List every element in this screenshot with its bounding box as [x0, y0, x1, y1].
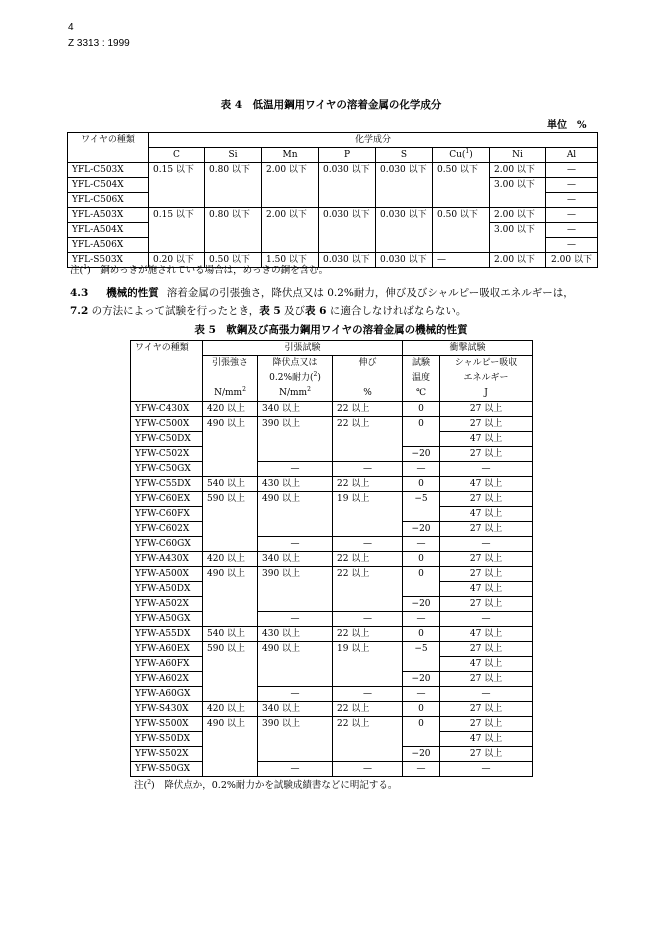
table-row — [131, 612, 533, 627]
value-cell — [333, 732, 403, 747]
value-cell — [149, 223, 205, 238]
value-cell: 47 以上 — [440, 732, 533, 747]
value-cell: 22 以上 — [333, 402, 403, 417]
wire-type-cell: YFW-C430X — [131, 402, 203, 417]
value-cell: 430 以上 — [258, 627, 333, 642]
table-row — [131, 627, 533, 642]
wire-type-cell: YFW-C60FX — [131, 507, 203, 522]
t5-header-el: 伸び % — [333, 356, 403, 402]
wire-type-cell: YFL-C504X — [68, 178, 149, 193]
value-cell: — — [333, 537, 403, 552]
value-cell: 27 以上 — [440, 402, 533, 417]
table4-title: 表 4 低温用鋼用ワイヤの溶着金属の化学成分 — [220, 99, 442, 111]
value-cell: — — [333, 462, 403, 477]
value-cell: 1.50 以下 — [262, 253, 319, 268]
wire-type-cell: YFW-C60EX — [131, 492, 203, 507]
value-cell: −20 — [403, 747, 440, 762]
value-cell — [319, 238, 376, 253]
value-cell — [333, 507, 403, 522]
value-cell — [258, 672, 333, 687]
value-cell: 27 以上 — [440, 552, 533, 567]
value-cell: 340 以上 — [258, 552, 333, 567]
value-cell — [376, 238, 433, 253]
value-cell: 0.030 以下 — [319, 208, 376, 223]
value-cell: 490 以上 — [258, 642, 333, 657]
value-cell: — — [333, 687, 403, 702]
value-cell: −5 — [403, 642, 440, 657]
wire-type-cell: YFW-C60GX — [131, 537, 203, 552]
t5-header-ys: 降伏点又は 0.2%耐力($^2$) $N/mm^2$ — [258, 356, 333, 402]
value-cell — [149, 193, 205, 208]
table-row — [131, 417, 533, 432]
value-cell — [203, 522, 258, 537]
value-cell: 27 以上 — [440, 702, 533, 717]
value-cell — [258, 432, 333, 447]
value-cell: 22 以上 — [333, 567, 403, 582]
value-cell — [205, 193, 262, 208]
table-row — [131, 732, 533, 747]
wire-type-cell: YFW-A50DX — [131, 582, 203, 597]
value-cell: 2.00 以下 — [490, 208, 546, 223]
wire-type-cell: YFW-S430X — [131, 702, 203, 717]
value-cell: 590 以上 — [203, 492, 258, 507]
value-cell: 22 以上 — [333, 627, 403, 642]
value-cell: 490 以上 — [203, 567, 258, 582]
value-cell: 340 以上 — [258, 402, 333, 417]
value-cell: 0 — [403, 402, 440, 417]
value-cell: — — [333, 762, 403, 777]
value-cell — [319, 193, 376, 208]
table5-title: 表 5 軟鋼及び高張力鋼用ワイヤの溶着金属の機械的性質 — [194, 324, 468, 336]
value-cell — [262, 193, 319, 208]
value-cell — [319, 223, 376, 238]
value-cell: 340 以上 — [258, 702, 333, 717]
value-cell: 490 以上 — [258, 492, 333, 507]
t4-header-chem: 化学成分 — [149, 133, 598, 148]
value-cell: 0.030 以下 — [319, 253, 376, 268]
t4-col-header: P — [319, 148, 376, 163]
value-cell: 420 以上 — [203, 552, 258, 567]
t5-header-tensile: 引張試験 — [203, 341, 403, 356]
value-cell — [333, 432, 403, 447]
t5-header-impact: 衝撃試験 — [403, 341, 533, 356]
value-cell: 3.00 以下 — [490, 178, 546, 193]
value-cell — [203, 747, 258, 762]
value-cell: 490 以上 — [203, 717, 258, 732]
value-cell — [376, 193, 433, 208]
value-cell: 2.00 以下 — [490, 253, 546, 268]
value-cell: — — [440, 537, 533, 552]
value-cell: 0.50 以下 — [205, 253, 262, 268]
value-cell: 590 以上 — [203, 642, 258, 657]
value-cell: — — [546, 208, 598, 223]
wire-type-cell: YFL-A503X — [68, 208, 149, 223]
table-row — [131, 687, 533, 702]
wire-type-cell: YFW-C502X — [131, 447, 203, 462]
value-cell: 420 以上 — [203, 402, 258, 417]
t4-col-header: Cu($^1$) — [433, 148, 490, 163]
value-cell: — — [258, 762, 333, 777]
value-cell — [203, 462, 258, 477]
value-cell: 27 以上 — [440, 642, 533, 657]
value-cell: — — [546, 223, 598, 238]
value-cell: — — [440, 612, 533, 627]
value-cell: — — [258, 612, 333, 627]
value-cell — [403, 657, 440, 672]
value-cell — [203, 597, 258, 612]
value-cell: — — [403, 762, 440, 777]
page-number: 4 — [68, 22, 74, 33]
value-cell: 22 以上 — [333, 717, 403, 732]
table-row — [131, 747, 533, 762]
table-row — [131, 477, 533, 492]
value-cell — [262, 238, 319, 253]
value-cell: 27 以上 — [440, 522, 533, 537]
wire-type-cell: YFW-A60GX — [131, 687, 203, 702]
value-cell — [333, 582, 403, 597]
wire-type-cell: YFL-C506X — [68, 193, 149, 208]
value-cell: — — [546, 238, 598, 253]
value-cell: 540 以上 — [203, 477, 258, 492]
wire-type-cell: YFW-A502X — [131, 597, 203, 612]
value-cell: 490 以上 — [203, 417, 258, 432]
value-cell: 19 以上 — [333, 642, 403, 657]
table-row — [68, 163, 598, 178]
value-cell: 0 — [403, 552, 440, 567]
value-cell: 0.80 以下 — [205, 208, 262, 223]
value-cell — [433, 193, 490, 208]
value-cell — [333, 447, 403, 462]
value-cell: 2.00 以下 — [490, 163, 546, 178]
value-cell: — — [333, 612, 403, 627]
value-cell: 3.00 以下 — [490, 223, 546, 238]
value-cell: 0.15 以下 — [149, 208, 205, 223]
wire-type-cell: YFW-C50DX — [131, 432, 203, 447]
section-line2: 7.2 の方法によって試験を行ったとき，表 5 及び表 6 に適合しなければならない。 — [70, 305, 467, 317]
table-row — [131, 447, 533, 462]
value-cell — [403, 432, 440, 447]
value-cell: 27 以上 — [440, 417, 533, 432]
value-cell — [262, 178, 319, 193]
value-cell: −20 — [403, 597, 440, 612]
t5-header-ts: 引張強さ $N/mm^2$ — [203, 356, 258, 402]
value-cell: — — [440, 462, 533, 477]
value-cell: — — [403, 687, 440, 702]
wire-type-cell: YFW-A50GX — [131, 612, 203, 627]
table-row — [131, 672, 533, 687]
t4-col-header: C — [149, 148, 205, 163]
value-cell — [262, 223, 319, 238]
value-cell: 0.80 以下 — [205, 163, 262, 178]
value-cell — [433, 178, 490, 193]
value-cell — [203, 657, 258, 672]
value-cell: — — [546, 193, 598, 208]
section-heading: 機械的性質 — [106, 287, 159, 299]
table4 — [67, 132, 598, 268]
value-cell: 27 以上 — [440, 492, 533, 507]
section-line1: 溶着金属の引張強さ，降伏点又は 0.2%耐力，伸び及びシャルピー吸収エネルギーは， — [166, 287, 574, 299]
wire-type-cell: YFW-S50GX — [131, 762, 203, 777]
value-cell: 390 以上 — [258, 567, 333, 582]
table-row — [131, 552, 533, 567]
value-cell: — — [403, 462, 440, 477]
value-cell: 0 — [403, 717, 440, 732]
table-row — [68, 178, 598, 193]
table-row — [131, 492, 533, 507]
value-cell — [203, 672, 258, 687]
value-cell — [433, 223, 490, 238]
value-cell: 22 以上 — [333, 477, 403, 492]
value-cell: −20 — [403, 522, 440, 537]
value-cell — [333, 747, 403, 762]
value-cell: −20 — [403, 447, 440, 462]
value-cell — [149, 178, 205, 193]
table-row — [68, 223, 598, 238]
table-row — [131, 657, 533, 672]
value-cell — [203, 447, 258, 462]
value-cell — [203, 432, 258, 447]
value-cell: 0.20 以下 — [149, 253, 205, 268]
value-cell: 22 以上 — [333, 702, 403, 717]
t4-col-header: Si — [205, 148, 262, 163]
value-cell — [205, 223, 262, 238]
value-cell — [203, 537, 258, 552]
value-cell: 19 以上 — [333, 492, 403, 507]
wire-type-cell: YFL-S503X — [68, 253, 149, 268]
table5 — [130, 340, 533, 777]
value-cell: 27 以上 — [440, 597, 533, 612]
wire-type-cell: YFW-C602X — [131, 522, 203, 537]
wire-type-cell: YFW-A602X — [131, 672, 203, 687]
value-cell — [149, 238, 205, 253]
value-cell: 22 以上 — [333, 552, 403, 567]
wire-type-cell: YFW-A55DX — [131, 627, 203, 642]
table-row — [131, 567, 533, 582]
value-cell: — — [433, 253, 490, 268]
value-cell: 47 以上 — [440, 627, 533, 642]
t4-col-header: Ni — [490, 148, 546, 163]
value-cell: 27 以上 — [440, 567, 533, 582]
value-cell: 0.50 以下 — [433, 208, 490, 223]
value-cell: — — [546, 178, 598, 193]
table5-note: 注($^2$) 降伏点か，0.2%耐力かを試験成績書などに明記する。 — [134, 778, 398, 791]
value-cell — [333, 522, 403, 537]
wire-type-cell: YFW-S50DX — [131, 732, 203, 747]
value-cell — [203, 762, 258, 777]
value-cell — [403, 582, 440, 597]
value-cell — [490, 238, 546, 253]
value-cell — [333, 672, 403, 687]
t5-header-temp: 試験 温度 ℃ — [403, 356, 440, 402]
wire-type-cell: YFL-C503X — [68, 163, 149, 178]
value-cell: −5 — [403, 492, 440, 507]
section-number: 4.3 — [70, 287, 89, 299]
value-cell: 0 — [403, 702, 440, 717]
table-row — [131, 462, 533, 477]
value-cell: 0.50 以下 — [433, 163, 490, 178]
value-cell — [258, 582, 333, 597]
value-cell — [205, 178, 262, 193]
table-row — [131, 582, 533, 597]
value-cell: 0 — [403, 417, 440, 432]
value-cell — [258, 657, 333, 672]
section-4-3 — [70, 285, 574, 300]
value-cell — [258, 507, 333, 522]
table-row — [131, 702, 533, 717]
value-cell: — — [403, 537, 440, 552]
table4-note: 注($^1$) 銅めっきが施されている場合は，めっきの銅を含む。 — [70, 263, 329, 276]
t4-header-type: ワイヤの種類 — [68, 133, 149, 163]
value-cell — [403, 732, 440, 747]
value-cell: 2.00 以下 — [546, 253, 598, 268]
value-cell — [203, 732, 258, 747]
table-row — [131, 432, 533, 447]
table-row — [131, 507, 533, 522]
value-cell — [258, 732, 333, 747]
value-cell: — — [258, 687, 333, 702]
wire-type-cell: YFW-C55DX — [131, 477, 203, 492]
value-cell — [376, 178, 433, 193]
value-cell: 27 以上 — [440, 717, 533, 732]
t5-header-type: ワイヤの種類 — [131, 341, 203, 356]
value-cell: 390 以上 — [258, 417, 333, 432]
value-cell: — — [546, 163, 598, 178]
value-cell: — — [258, 462, 333, 477]
t4-col-header: Al — [546, 148, 598, 163]
value-cell — [203, 687, 258, 702]
t5-header-abs: シャルピー吸収 エネルギー J — [440, 356, 533, 402]
value-cell: 47 以上 — [440, 477, 533, 492]
wire-type-cell: YFW-A500X — [131, 567, 203, 582]
table4-unit: 単位 % — [547, 120, 587, 131]
wire-type-cell: YFL-A506X — [68, 238, 149, 253]
value-cell — [319, 178, 376, 193]
t4-col-header: S — [376, 148, 433, 163]
value-cell: 47 以上 — [440, 432, 533, 447]
table-row — [68, 208, 598, 223]
value-cell: — — [403, 612, 440, 627]
standard-number: Z 3313 : 1999 — [68, 38, 130, 49]
value-cell: 0.030 以下 — [376, 163, 433, 178]
table-row — [131, 597, 533, 612]
value-cell: — — [440, 762, 533, 777]
value-cell — [203, 612, 258, 627]
table-row — [131, 762, 533, 777]
value-cell — [490, 193, 546, 208]
t4-col-header: Mn — [262, 148, 319, 163]
value-cell — [203, 582, 258, 597]
value-cell: 2.00 以下 — [262, 208, 319, 223]
value-cell: 0.030 以下 — [319, 163, 376, 178]
table-row — [131, 642, 533, 657]
value-cell: −20 — [403, 672, 440, 687]
value-cell — [203, 507, 258, 522]
value-cell — [333, 597, 403, 612]
value-cell — [258, 747, 333, 762]
value-cell: 0 — [403, 627, 440, 642]
value-cell — [333, 657, 403, 672]
value-cell — [433, 238, 490, 253]
value-cell: — — [440, 687, 533, 702]
wire-type-cell: YFW-C50GX — [131, 462, 203, 477]
wire-type-cell: YFW-A60FX — [131, 657, 203, 672]
value-cell: 540 以上 — [203, 627, 258, 642]
wire-type-cell: YFW-S502X — [131, 747, 203, 762]
table-row — [68, 238, 598, 253]
table-row — [68, 193, 598, 208]
value-cell: 430 以上 — [258, 477, 333, 492]
value-cell — [258, 597, 333, 612]
value-cell: 0 — [403, 567, 440, 582]
value-cell — [205, 238, 262, 253]
value-cell: 420 以上 — [203, 702, 258, 717]
wire-type-cell: YFL-A504X — [68, 223, 149, 238]
value-cell: 47 以上 — [440, 657, 533, 672]
value-cell: 0 — [403, 477, 440, 492]
wire-type-cell: YFW-S500X — [131, 717, 203, 732]
value-cell — [376, 223, 433, 238]
value-cell: 0.030 以下 — [376, 253, 433, 268]
value-cell — [258, 447, 333, 462]
table-row — [131, 402, 533, 417]
value-cell: 27 以上 — [440, 672, 533, 687]
value-cell: 27 以上 — [440, 747, 533, 762]
value-cell: 47 以上 — [440, 507, 533, 522]
value-cell — [403, 507, 440, 522]
value-cell: 22 以上 — [333, 417, 403, 432]
value-cell: 47 以上 — [440, 582, 533, 597]
value-cell: 2.00 以下 — [262, 163, 319, 178]
wire-type-cell: YFW-C500X — [131, 417, 203, 432]
value-cell: 390 以上 — [258, 717, 333, 732]
table-row — [131, 522, 533, 537]
value-cell: 27 以上 — [440, 447, 533, 462]
wire-type-cell: YFW-A430X — [131, 552, 203, 567]
wire-type-cell: YFW-A60EX — [131, 642, 203, 657]
value-cell — [258, 522, 333, 537]
table-row — [131, 717, 533, 732]
table-row — [131, 537, 533, 552]
value-cell: 0.15 以下 — [149, 163, 205, 178]
value-cell: — — [258, 537, 333, 552]
value-cell: 0.030 以下 — [376, 208, 433, 223]
